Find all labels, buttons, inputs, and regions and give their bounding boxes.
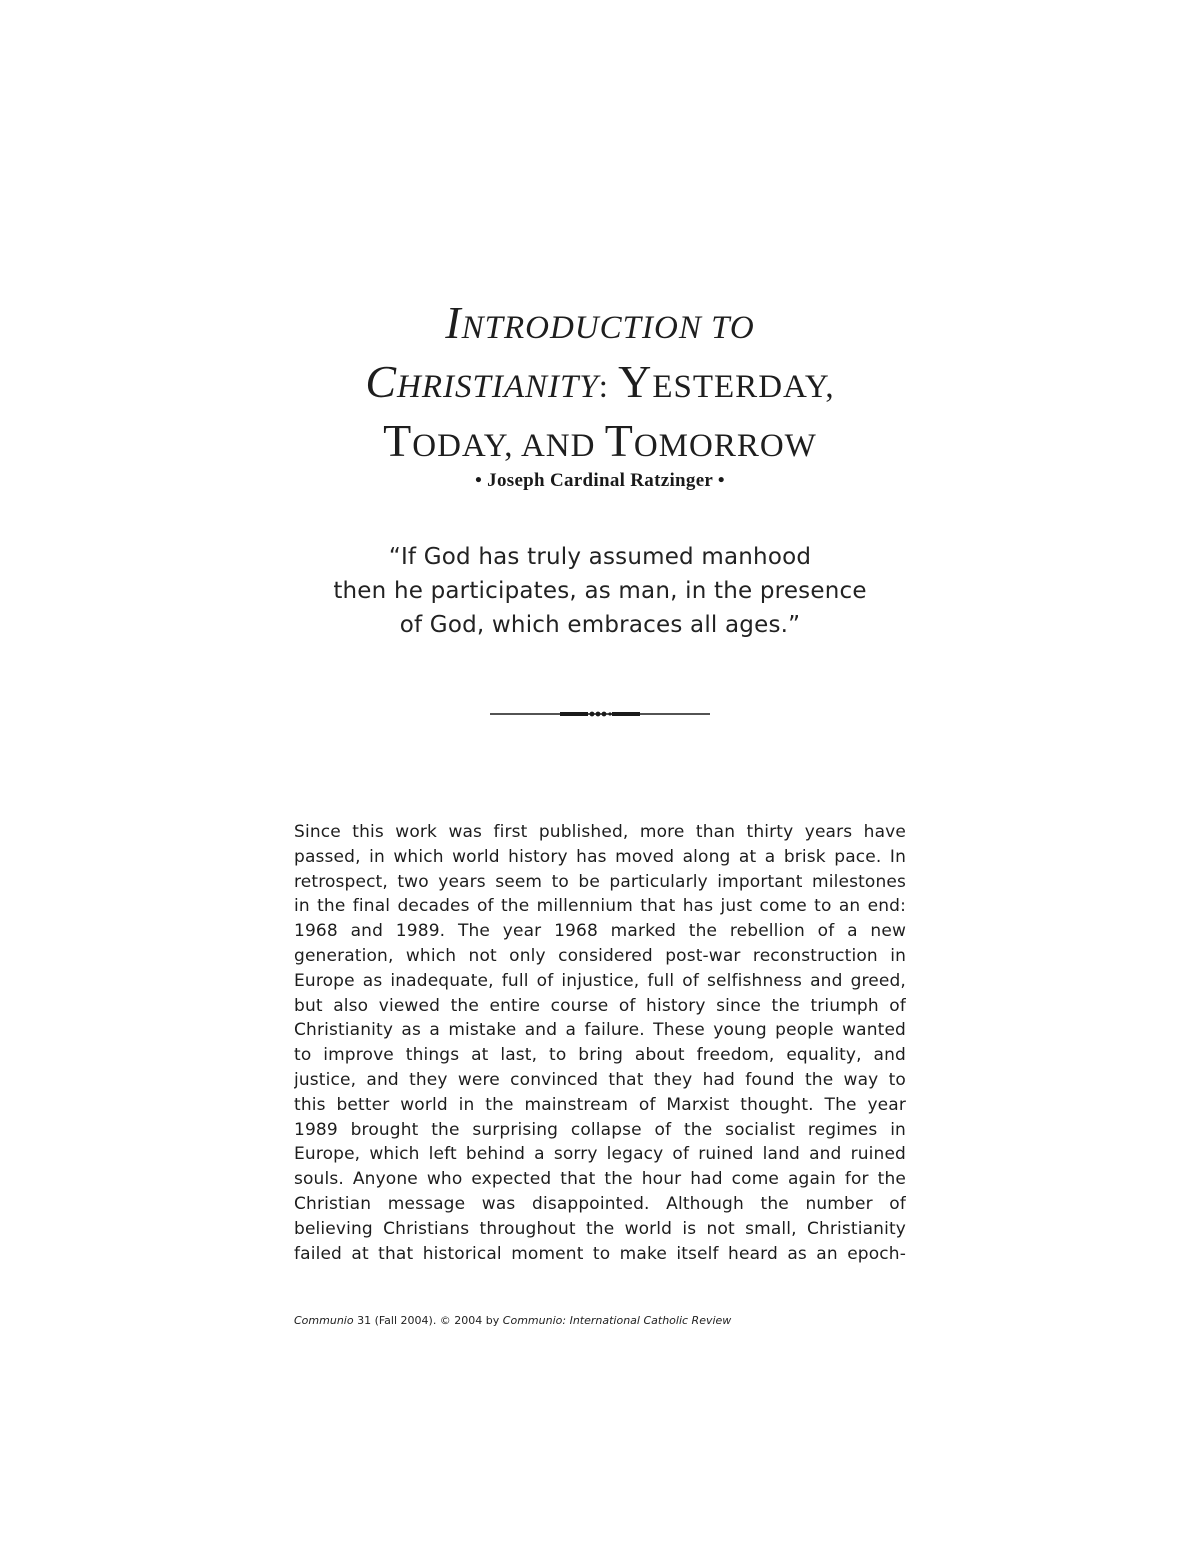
body-paragraph — [294, 820, 906, 1266]
footer-journal-full: Communio: International Catholic Review — [502, 1314, 732, 1327]
body-line: generation, which not only considered post-war reconstruction in — [294, 945, 906, 966]
body-line: 1989 brought the surprising collapse of the socialist regimes in — [294, 1119, 906, 1140]
body-line: justice, and they were convinced that they had found the way to — [294, 1069, 906, 1090]
title-line-1: INTRODUCTION TO — [445, 297, 755, 348]
body-line: Christian message was disappointed. Although the number of — [294, 1193, 906, 1214]
body-line: Europe, which left behind a sorry legacy of ruined land and ruined — [294, 1144, 906, 1165]
footer-volume: 31 (Fall 2004). © 2004 by — [353, 1314, 503, 1327]
article-title — [200, 296, 1000, 473]
author-byline: • Joseph Cardinal Ratzinger • — [475, 470, 725, 491]
body-line: to improve things at last, to bring about freedom, equality, and — [294, 1045, 906, 1066]
body-line: 1968 and 1989. The year 1968 marked the rebellion of a new — [294, 921, 906, 942]
body-line: souls. Anyone who expected that the hour had come again for the — [294, 1169, 906, 1190]
body-line: believing Christians throughout the world is not small, Christianity — [294, 1218, 906, 1239]
footer-journal: Communio — [294, 1314, 354, 1327]
epigraph-quote — [250, 540, 950, 642]
title-line-2: CHRISTIANITY: YESTERDAY, — [365, 356, 835, 407]
epigraph-line: “If God has truly assumed manhood — [388, 544, 812, 570]
body-line: but also viewed the entire course of history since the triumph of — [294, 995, 906, 1016]
body-line: failed at that historical moment to make itself heard as an epoch- — [294, 1243, 906, 1264]
citation-footer — [294, 1314, 906, 1327]
body-line: in the final decades of the millennium that has just come to an end: — [294, 896, 906, 917]
body-line: retrospect, two years seem to be particularly important milestones — [294, 871, 906, 892]
body-line: Christianity as a mistake and a failure. These young people wanted — [294, 1020, 906, 1041]
body-line: this better world in the mainstream of Marxist thought. The year — [294, 1094, 906, 1115]
section-divider-ornament — [480, 704, 720, 724]
body-line: passed, in which world history has moved along at a brisk pace. In — [294, 846, 906, 867]
title-line-3: TODAY, AND TOMORROW — [383, 415, 817, 466]
body-line: Since this work was first published, more than thirty years have — [294, 822, 906, 842]
epigraph-line: of God, which embraces all ages.” — [399, 612, 801, 638]
body-line: Europe as inadequate, full of injustice, full of selfishness and greed, — [294, 970, 906, 991]
epigraph-line: then he participates, as man, in the presence — [333, 578, 867, 604]
